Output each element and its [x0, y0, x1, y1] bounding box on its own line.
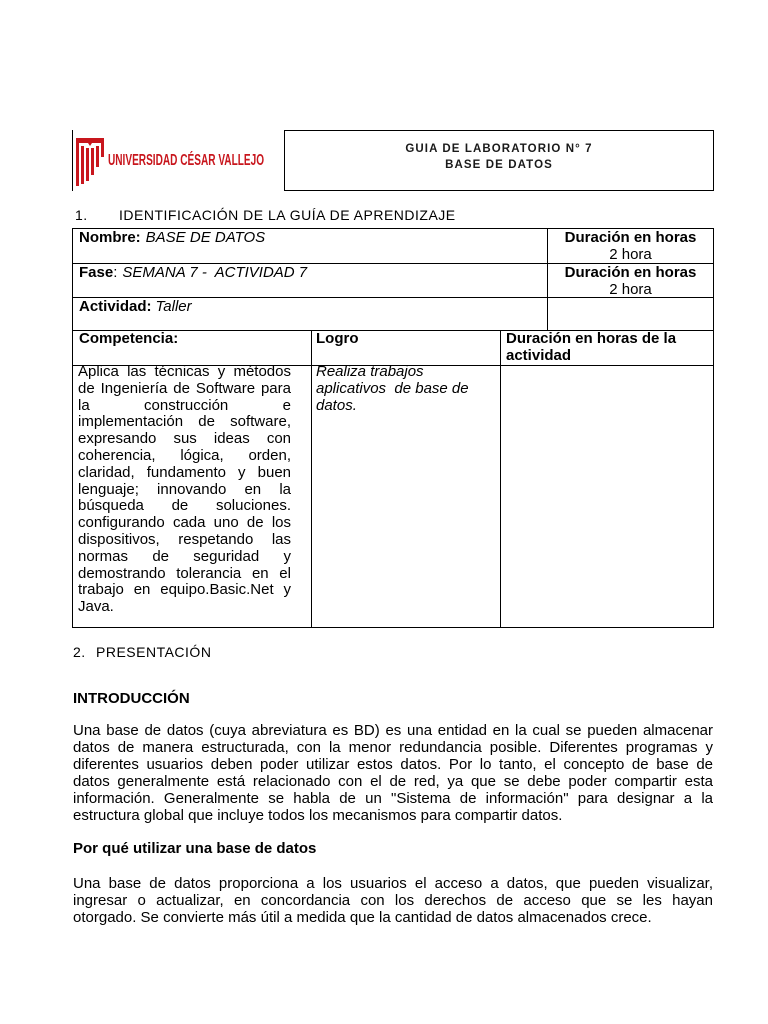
competencia-line: Aplica las técnicas y métodos	[78, 363, 291, 380]
header-title	[285, 141, 713, 173]
logro-header: Logro	[316, 330, 359, 347]
duracion-value-1: 2 hora	[609, 246, 652, 263]
paragraph-line: otorgado. Se convierte más útil a medida que la cantidad de datos almacenados crece.	[73, 909, 652, 926]
competencia-line: configurando cada uno de los	[78, 514, 291, 532]
university-logo-text: UNIVERSIDAD CÉSAR VALLEJO	[108, 152, 265, 169]
header-title-cell	[284, 130, 714, 191]
section1-number: 1.	[75, 207, 88, 223]
competencia-line: implementación de software,	[78, 413, 291, 431]
competencia-line: expresando sus ideas con	[78, 430, 291, 448]
competencia-content-cell	[72, 365, 312, 628]
actividad-cell	[72, 297, 548, 331]
paragraph-line: datos generalmente está relacionado con el de red, ya que se debe poder compartir esta	[73, 773, 713, 790]
competencia-line: búsqueda de soluciones.	[78, 497, 291, 515]
fase-label: Fase	[79, 264, 114, 281]
actividad-value: Taller	[155, 298, 192, 315]
duracion-cell-1	[547, 228, 714, 264]
duracion-label-2: Duración en horas	[564, 264, 697, 281]
duracion-value-2: 2 hora	[609, 281, 652, 298]
competencia-line: de Ingeniería de Software para	[78, 379, 291, 397]
lab-guide-title: GUIA DE LABORATORIO N° 7	[405, 143, 593, 155]
ucv-logo-emblem-icon	[76, 138, 104, 186]
actividad-content	[73, 298, 547, 315]
competencia-line: lenguaje; innovando en la	[78, 480, 291, 498]
competencia-line: demostrando tolerancia en el	[78, 564, 291, 582]
introduccion-heading: INTRODUCCIÓN	[73, 690, 190, 707]
competencia-line: claridad, fundamento y buen	[78, 463, 291, 481]
section2-number: 2.	[73, 644, 86, 660]
logro-line: aplicativos de base de	[316, 379, 469, 397]
competencia-line: Java.	[78, 598, 114, 616]
fase-content	[73, 264, 547, 281]
actividad-label: Actividad:	[79, 298, 152, 315]
logro-line: datos.	[316, 396, 357, 414]
course-title: BASE DE DATOS	[445, 159, 553, 171]
duracion-actividad-content-cell	[500, 365, 714, 628]
fase-colon: :	[113, 264, 118, 281]
paragraph-line: información. Generalmente se habla de un "Sistema de información" para designar a la	[73, 790, 713, 807]
nombre-content	[73, 229, 547, 246]
paragraph-line: estructura global que incluye todos los mecanismos para compartir datos.	[73, 807, 563, 824]
introduccion-paragraph	[73, 722, 713, 824]
por-que-heading: Por qué utilizar una base de datos	[73, 840, 317, 857]
logro-content-cell	[311, 365, 501, 628]
competencia-line: la construcción e	[78, 396, 291, 414]
empty-cell-row3	[547, 297, 714, 331]
duracion-label-1: Duración en horas	[564, 229, 697, 246]
nombre-cell	[72, 228, 548, 264]
paragraph-line: datos de manera estructurada, con la menor redundancia posible. Diferentes programas y	[73, 739, 713, 756]
section2-title: PRESENTACIÓN	[96, 644, 212, 660]
paragraph-line: diferentes usuarios deben poder utilizar estos datos. Por lo tanto, el concepto de base de	[73, 756, 713, 773]
paragraph-line: Una base de datos (cuya abreviatura es BD) es una entidad en la cual se pueden almacenar	[73, 722, 713, 739]
nombre-value: BASE DE DATOS	[145, 229, 266, 246]
duracion-actividad-header-cell	[500, 330, 714, 366]
competencia-header-cell	[72, 330, 312, 366]
fase-cell	[72, 263, 548, 298]
competencia-line: normas de seguridad y	[78, 547, 291, 565]
competencia-header: Competencia:	[79, 330, 179, 347]
paragraph-line: Una base de datos proporciona a los usuarios el acceso a datos, que pueden visualizar,	[73, 875, 713, 892]
competencia-line: trabajo en equipo.Basic.Net y	[78, 581, 291, 599]
competencia-line: coherencia, lógica, orden,	[78, 446, 291, 464]
logro-header-cell	[311, 330, 501, 366]
duracion-cell-2	[547, 263, 714, 298]
nombre-label: Nombre:	[79, 229, 141, 246]
competencia-line: dispositivos, respetando las	[78, 530, 291, 548]
duracion-actividad-header: Duración en horas de la actividad	[506, 330, 677, 364]
section1-title: IDENTIFICACIÓN DE LA GUÍA DE APRENDIZAJE	[119, 207, 456, 223]
logro-line: Realiza trabajos	[316, 363, 424, 380]
logro-text	[316, 364, 498, 414]
por-que-paragraph	[73, 875, 713, 926]
competencia-text	[78, 364, 291, 616]
paragraph-line: ingresar o actualizar, en concordancia con los derechos de acceso que se les hayan	[73, 892, 713, 909]
fase-value: SEMANA 7 - ACTIVIDAD 7	[122, 264, 308, 281]
